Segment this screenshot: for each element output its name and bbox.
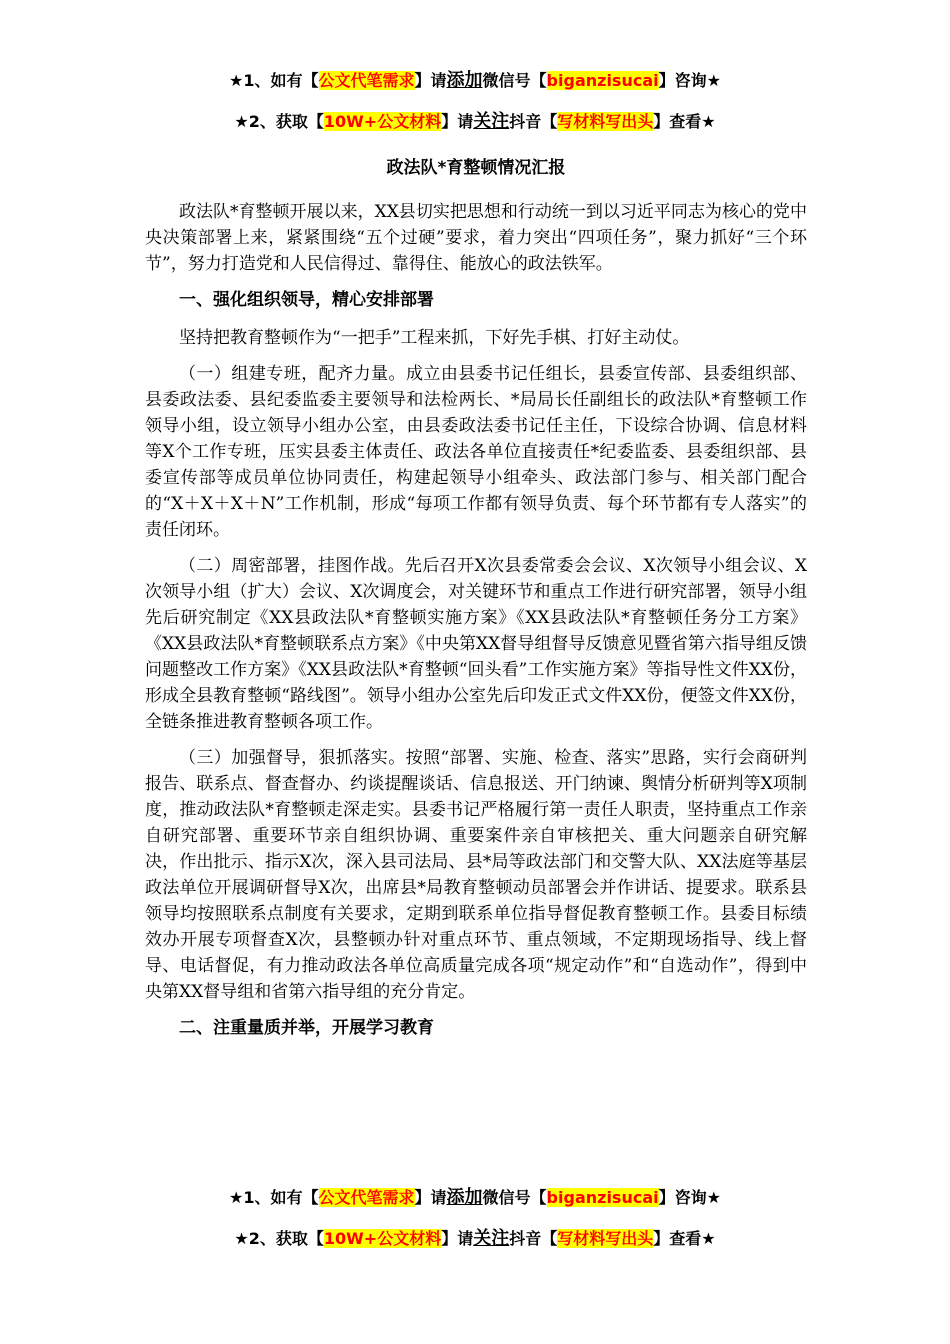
promo-highlight: 10W+公文材料: [323, 112, 442, 131]
promo-highlight: 公文代笔需求: [318, 71, 415, 90]
promo-text: 】请: [441, 112, 474, 131]
intro-paragraph: 政法队*育整顿开展以来，XX县切实把思想和行动统一到以习近平同志为核心的党中央决策部署上来，紧紧围绕“五个过硬”要求，着力突出“四项任务”，聚力抓好“三个环节”，努力打造党和人民信得过、靠得住、能放心的政法铁军。: [145, 202, 807, 274]
paragraph-4: （三）加强督导，狠抓落实。按照“部署、实施、检查、落实”思路，实行会商研判报告、联系点、督查督办、约谈提醒谈话、信息报送、开门纳谏、舆情分析研判等X项制度，推动政法队*育整顿走深走实。县委书记严格履行第一责任人职责，坚持重点工作亲自研究部署、重要环节亲自组织协调、重要案件亲自审核把关、重大问题亲自研究解决，作出批示、指示X次，深入县司法局、县*局等政法部门和交警大队、XX法庭等基层政法单位开展调研督导X次，出席县*局教育整顿动员部署会并作讲话、提要求。联系县领导均按照联系点制度有关要求，定期到联系单位指导督促教育整顿工作。县委目标绩效办开展专项督查X次，县整顿办针对重点环节、重点领域，不定期现场指导、线上督导、电话督促，有力推动政法各单位高质量完成各项“规定动作”和“自选动作”，得到中央第XX督导组和省第六指导组的充分肯定。: [145, 748, 807, 1002]
promo-prefix: ★1、如有【: [229, 1188, 319, 1207]
promo-douyin-id: 写材料写出头: [557, 1229, 654, 1248]
promo-prefix: ★2、获取【: [234, 112, 324, 131]
document-title: 政法队*育整顿情况汇报: [386, 158, 566, 178]
promo-line-2: [0, 111, 950, 133]
promo-wechat-id: biganzisucai: [546, 1188, 659, 1207]
promo-text: 】查看★: [653, 112, 716, 131]
promo-text: 】查看★: [653, 1229, 716, 1248]
promo-text: 抖音【: [509, 1229, 558, 1248]
promo-text: 】咨询★: [658, 71, 721, 90]
promo-underline: 添加: [446, 70, 483, 91]
promo-douyin-id: 写材料写出头: [557, 112, 654, 131]
promo-text: 微信号【: [482, 71, 547, 90]
promo-line-1-bottom: [0, 1187, 950, 1209]
promo-text: 】咨询★: [658, 1188, 721, 1207]
promo-highlight: 公文代笔需求: [318, 1188, 415, 1207]
promo-line-2-bottom: [0, 1228, 950, 1250]
promo-underline: 关注: [473, 111, 510, 132]
promo-highlight: 10W+公文材料: [323, 1229, 442, 1248]
promo-line-1: [0, 70, 950, 92]
section-heading-1: 一、强化组织领导，精心安排部署: [179, 290, 434, 310]
promo-underline: 关注: [473, 1228, 510, 1249]
promo-text: 】请: [441, 1229, 474, 1248]
document-body: [145, 155, 807, 1053]
section-heading-2: 二、注重量质并举，开展学习教育: [179, 1018, 434, 1038]
promo-text: 】请: [414, 71, 447, 90]
paragraph-1: 坚持把教育整顿作为“一把手”工程来抓，下好先手棋、打好主动仗。: [179, 328, 690, 348]
paragraph-2: （一）组建专班，配齐力量。成立由县委书记任组长，县委宣传部、县委组织部、县委政法委、县纪委监委主要领导和法检两长、*局局长任副组长的政法队*育整顿工作领导小组，设立领导小组办公室，由县委政法委书记任主任，下设综合协调、信息材料等X个工作专班，压实县委主体责任、政法各单位直接责任*纪委监委、县委组织部、县委宣传部等成员单位协同责任，构建起领导小组牵头、政法部门参与、相关部门配合的“X＋X＋X＋N”工作机制，形成“每项工作都有领导负责、每个环节都有专人落实”的责任闭环。: [145, 364, 807, 540]
promo-prefix: ★2、获取【: [234, 1229, 324, 1248]
promo-underline: 添加: [446, 1187, 483, 1208]
promo-prefix: ★1、如有【: [229, 71, 319, 90]
promo-text: 微信号【: [482, 1188, 547, 1207]
promo-text: 】请: [414, 1188, 447, 1207]
paragraph-3: （二）周密部署，挂图作战。先后召开X次县委常委会会议、X次领导小组会议、X次领导小组（扩大）会议、X次调度会，对关键环节和重点工作进行研究部署，领导小组先后研究制定《XX县政法队*育整顿实施方案》《XX县政法队*育整顿任务分工方案》《XX县政法队*育整顿联系点方案》《中央第XX督导组督导反馈意见暨省第六指导组反馈问题整改工作方案》《XX县政法队*育整顿“回头看”工作实施方案》等指导性文件XX份，形成全县教育整顿“路线图”。领导小组办公室先后印发正式文件XX份，便签文件XX份，全链条推进教育整顿各项工作。: [145, 556, 807, 732]
promo-text: 抖音【: [509, 112, 558, 131]
promo-wechat-id: biganzisucai: [546, 71, 659, 90]
